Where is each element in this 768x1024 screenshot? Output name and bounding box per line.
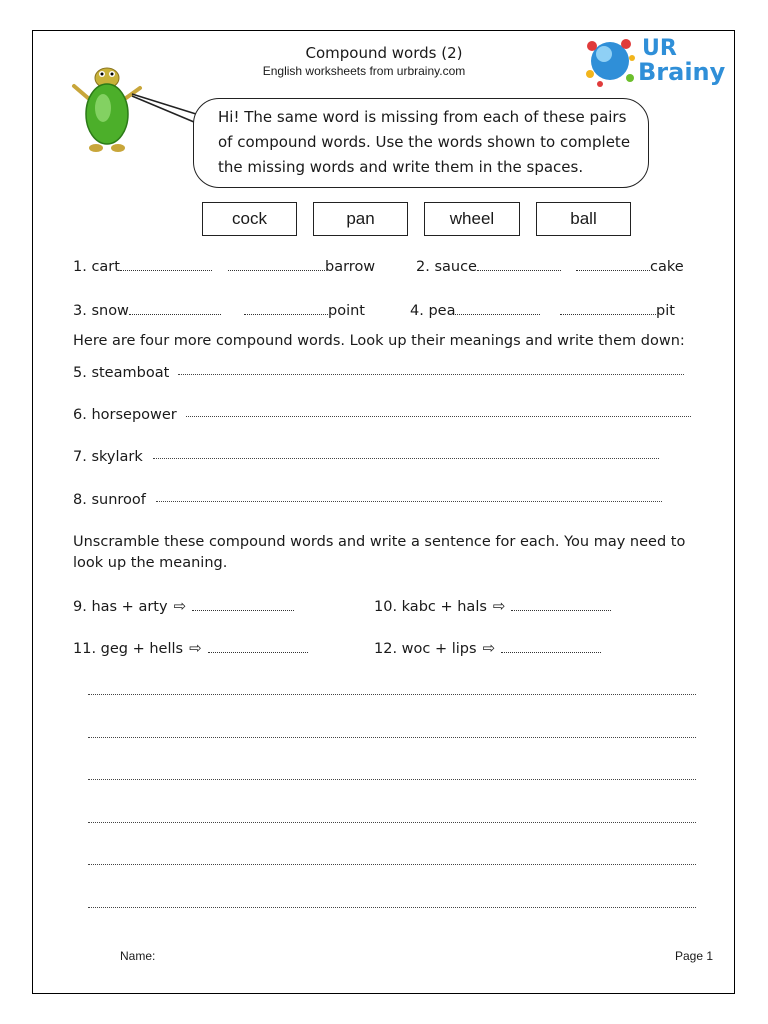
answer-blank[interactable] [228,258,325,271]
answer-blank[interactable] [560,302,656,315]
answer-line[interactable] [178,374,684,375]
question-6-label: 6. horsepower [73,407,177,423]
sentence-line[interactable] [88,864,696,865]
section-2-instruction: Here are four more compound words. Look up their meanings and write them down: [73,333,685,349]
question-5 [73,365,169,381]
question-6 [73,407,177,423]
question-5-label: 5. steamboat [73,365,170,381]
question-9 [73,597,294,615]
answer-blank[interactable] [192,598,294,611]
question-4-label: 4. pea [410,303,456,319]
question-11-label: 11. geg + hells [73,641,184,657]
question-1-suffix: barrow [325,259,376,275]
answer-blank[interactable] [455,302,540,315]
answer-blank[interactable] [120,258,212,271]
arrow-icon: ⇨ [189,639,202,657]
question-8-label: 8. sunroof [73,492,146,508]
page-title: Compound words (2) [305,44,463,62]
question-2-second [576,258,684,275]
question-9-label: 9. has + arty [73,599,168,615]
question-1-label: 1. cart [73,259,120,275]
arrow-icon: ⇨ [173,597,187,615]
page-subtitle: English worksheets from urbrainy.com [262,64,466,78]
section-3-instruction-line-1: Unscramble these compound words and write a sentence for each. You may need to [73,534,686,550]
question-10 [374,597,611,615]
speech-bubble [193,98,649,188]
question-4 [410,302,540,319]
speech-bubble-text: Hi! The same word is missing from each of these pairs of compound words. Use the words shown to complete the missing words and write them in the spaces. [218,108,631,176]
question-12-label: 12. woc + lips [374,641,477,657]
answer-line[interactable] [153,458,659,459]
sentence-line[interactable] [88,907,696,908]
arrow-icon: ⇨ [492,597,506,615]
question-2-label: 2. sauce [416,259,477,275]
question-10-label: 10. kabc + hals [374,599,487,615]
question-8 [73,492,146,508]
question-2 [416,258,561,275]
word-bank-item: pan [313,202,408,236]
question-1-second [228,258,375,275]
sentence-line[interactable] [88,737,696,738]
question-12 [374,639,601,657]
logo-text-top: UR [642,36,677,61]
word-bank-item: ball [536,202,631,236]
arrow-icon: ⇨ [482,639,496,657]
question-3-label: 3. snow [73,303,129,319]
answer-blank[interactable] [576,258,650,271]
question-1 [73,258,212,275]
question-7 [73,449,143,465]
question-3-second [244,302,365,319]
question-2-suffix: cake [650,259,684,275]
answer-blank[interactable] [208,640,308,653]
sentence-line[interactable] [88,822,696,823]
question-3 [73,302,221,319]
answer-line[interactable] [186,416,691,417]
urbrainy-logo [580,34,726,92]
sentence-line[interactable] [88,779,696,780]
page-number: Page 1 [675,949,714,963]
word-bank-item: wheel [424,202,520,236]
answer-blank[interactable] [477,258,561,271]
word-bank-item: cock [202,202,297,236]
question-7-label: 7. skylark [73,449,143,465]
question-3-suffix: point [328,303,365,319]
sentence-line[interactable] [88,694,696,695]
answer-blank[interactable] [501,640,601,653]
name-label: Name: [120,949,156,963]
answer-blank[interactable] [511,598,611,611]
question-4-second [560,302,675,319]
answer-blank[interactable] [129,302,221,315]
question-4-suffix: pit [656,303,675,319]
section-3-instruction-line-2: look up the meaning. [73,555,228,571]
question-11 [73,639,308,657]
answer-blank[interactable] [244,302,328,315]
answer-line[interactable] [156,501,662,502]
logo-text-bottom: Brainy [638,58,726,86]
